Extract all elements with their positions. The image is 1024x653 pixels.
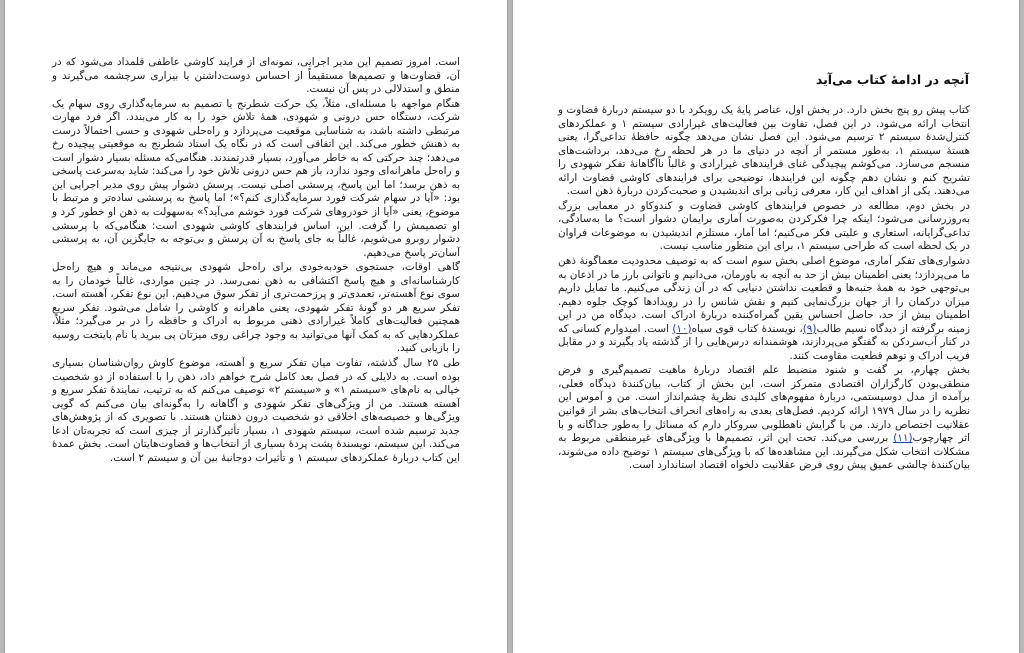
paragraph: در بخش دوم، مطالعه در خصوص فرایندهای کاوشی قضاوت و کندوکاو در معمایی بزرگ به‌روزرسانی می‌شود؛ اینکه چرا فکرکردن به‌صورت آماری برایمان دشوار است؟ ما به‌سادگی، تداعی‌گرایانه، استعاری و علیتی فکر می‌کنیم؛ اما آمار، مستلزم اندیشیدن به موضوعات فراوان در یک لحظه است که طراحی سیستم ۱، برای این منظور مناسب نیست.: [558, 199, 970, 253]
paragraph-text: بررسی می‌کند. تحت این اثر، تصمیم‌ها با ویژگی‌های غیرمنطقی مربوط به مشکلات انتخاب شکل می‌گیرند. این مشاهده‌ها که با ویژگی‌های سیستم ۱ توضیح داده می‌شوند، بیان‌کنندهٔ چالشی عمیق پیش روی فرض عقلانیت دلخواه اقتصاد استاندارد است.: [558, 432, 971, 472]
paragraph: [558, 255, 970, 363]
paragraph-text: بخش چهارم، بر گفت و شنود منضبط علم اقتصاد دربارهٔ ماهیت تصمیم‌گیری و فرض منطقی‌بودن کارگزاران اقتصادی متمرکز است. این بخش از کتاب، بیان‌کنندهٔ دیدگاه فعلی، برآمده از مدل دوسیستمی، دربارهٔ مفهوم‌های کلیدی نظریهٔ چشم‌انداز است. من و آموس این نظریه را در سال ۱۹۷۹ ارائه کردیم. فصل‌های بعدی به راه‌های انحراف انتخاب‌های بشر از قوانین عقلانیت اختصاص دارند. من با گرایش ناهطلوبی سروکار دارم که مسائل را به‌طور جداگانه و با اثر چهارچوب: [558, 364, 970, 445]
section-heading: آنچه در ادامهٔ کتاب می‌آید: [815, 72, 969, 87]
paragraph-text: ، نویسندهٔ کتاب قوی سیاه: [691, 322, 803, 335]
right-page: [513, 0, 1019, 653]
paragraph: [558, 364, 970, 472]
paragraph: هنگام مواجهه با مسئله‌ای، مثلاً، یک حرکت شطرنج یا تصمیم به سرمایه‌گذاری روی سهام یک شرکت، دستگاه حس درونی و شهودی، همهٔ تلاش خود را به کار می‌بندد. اگر فرد مهارت مرتبطی داشته باشد، به شناسایی موقعیت می‌پردازد و راه‌حلی شهودی و حسی احتمالاً درست به ذهنش خطور می‌کند. این اتفاقی است که در نگاه یک استاد شطرنج به موقعیتی پیچیده رخ می‌دهد؛ چند حرکتی که به خاطر می‌آورد، بسیار قدرتمندند. هنگامی‌که مسئله بسیار دشوار است و راه‌حل ماهرانه‌ای وجود ندارد، باز هم حس درونی تلاش خود را می‌کند: شاید به‌سرعت پاسخی به ذهن برسد؛ اما این پاسخ، پرسشی اصلی نیست. پرسش دشوار پیش روی مدیر اجرایی این بود: «آیا در سهام شرکت فورد سرمایه‌گذاری کنم؟»؛ اما پاسخ به پرسشی ساده‌تر و مرتبط با موضوع، یعنی «آیا از خودروهای شرکت فورد خوشم می‌آید؟» به‌سهولت به ذهن او خطور کرد و او تصمیمش را گرفت. این، اساس فرایندهای کاوشی شهودی است: هنگامی‌که با پرسشی دشوار روبرو می‌شویم، غالباً به جای پاسخ به آن پرسش و بی‌توجه به جایگزین آن، به پرسشی آسان‌تر پاسخ می‌دهیم.: [52, 97, 460, 259]
paragraph: طی ۲۵ سال گذشته، تفاوت میان تفکر سریع و آهسته، موضوع کاوش روان‌شناسان بسیاری بوده است. به دلایلی که در فصل بعد کامل شرح خواهم داد، ذهن را با استفاده از دو شخصیت خیالی به نام‌های «سیستم ۱» و «سیستم ۲» توصیف می‌کنم که به ترتیب، نمایندهٔ تفکر سریع و آهسته هستند. من از ویژگی‌های تفکر شهودی و آگاهانه را به‌گونه‌ای بیان می‌کنم که گویی ویژگی‌ها و خصیصه‌های اخلاقی دو شخصیت درون ذهنتان هستند. با تصویری که از پژوهش‌های جدید ترسیم شده است، سیستم شهودی ۱، بسیار تأثیرگذارتر از چیزی است که تجربه‌تان ادعا می‌کند. این سیستم، نویسندهٔ پشت پردهٔ بسیاری از انتخاب‌ها و قضاوت‌هایتان است. بخش عمدهٔ این کتاب دربارهٔ عملکردهای سیستم ۱ و تأثیرات دوجانبهٔ بین آن و سیستم ۲ است.: [52, 357, 461, 464]
paragraph-text: دشواری‌های تفکر آماری، موضوع اصلی بخش سوم است که به توصیف محدودیت معماگونهٔ ذهن ما می‌پردازد؛ یعنی اطمینان بیش از حد به آنچه به باورمان، می‌دانیم و ناتوانی بارز ما در اذعان به بی‌توجهی خود به همهٔ جنبه‌ها و قطعیت نداشتن دنیایی که در آن زندگی می‌کنیم. ما تمایل داریم میزان درکمان را از جهان بزرگ‌نمایی کنیم و نقش شانس را در رویدادها کوچک جلوه دهیم. اطمینان بیش از حد، حاصل احساس یقین گمراه‌کننده دربارهٔ ادراک است. دیدگاه من در این زمینه برگرفته از دیدگاه نسیم طالب: [558, 255, 971, 335]
paragraph: است. امروز تصمیم این مدیر اجرایی، نمونه‌ای از فرایند کاوشی عاطفی قلمداد می‌شود که در آن، قضاوت‌ها و تصمیم‌ها مستقیماً از احساس دوست‌داشتن یا بیزاری سرچشمه می‌گیرند و منطق و استدلالی در پس آن نیست.: [52, 56, 460, 96]
footnote-link[interactable]: (۱۱): [893, 432, 913, 445]
footnote-link[interactable]: (۹): [802, 322, 817, 335]
left-page: [5, 0, 507, 653]
footnote-link[interactable]: (۱۰): [672, 322, 692, 335]
paragraph-text: است. امیدوارم کسانی که در کنار آب‌سردکن به گفتگو می‌پردازند، هوشمندانه درس‌هایی را از گذشته یاد بگیرند و در مقابل فریب ادراک و توهم قطعیت مقاومت کنند.: [558, 322, 970, 362]
right-page-text-column: [558, 104, 970, 474]
paragraph: گاهی اوقات، جستجوی خودبه‌خودی برای راه‌حل شهودی بی‌نتیجه می‌ماند و هیچ راه‌حل کارشناسانه‌ای و هیچ پاسخ اکتشافی به ذهن نمی‌رسد. در چنین مواردی، غالباً خودمان را به سوی نوع آهسته‌تر، تعمدی‌تر و پرزحمت‌تری از تفکر سوق می‌دهیم. این نوع تفکر، آهسته است. تفکر سریع هر دو گونهٔ تفکر شهودی، یعنی ماهرانه و کاوشی را شامل می‌شود. تفکر سریع همچنین فعالیت‌های کاملاً غیرارادی ذهنی مربوط به ادراک و حافظه را در بر می‌گیرد؛ مثلاً، عملکردهایی که به کمک آنها می‌توانید به وجود چراغی روی میزتان پی ببرید یا نام پایتخت روسیه را بازیابی کنید.: [52, 261, 460, 355]
paragraph: کتاب پیش رو پنج بخش دارد. در بخش اول، عناصر پایهٔ یک رویکرد با دو سیستم دربارهٔ قضاوت و انتخاب ارائه می‌شود. در این فصل، تفاوت بین فعالیت‌های غیرارادی سیستم ۱ و عملکردهای کنترل‌شدهٔ سیستم ۲ ترسیم می‌شود. این فصل نشان می‌دهد چگونه حافظهٔ تداعی‌گرا، یعنی هستهٔ سیستم ۱، به‌طور مستمر از آنچه در دنیای ما در هر لحظه رخ می‌دهد، برداشت‌های منسجم می‌سازد. می‌کوشم پیچیدگی غنای فرایندهای غیرارادی و غالباً ناآگاهانهٔ تفکر شهودی را تشریح کنم و نشان دهم چگونه این فرایندها، توضیحی برای فرایندهای کاوشی قضاوت ارائه می‌دهند. یکی از اهداف این کار، معرفی زبانی برای اندیشیدن و صحبت‌کردن دربارهٔ ذهن است.: [558, 104, 971, 198]
left-page-text-column: [52, 56, 460, 466]
